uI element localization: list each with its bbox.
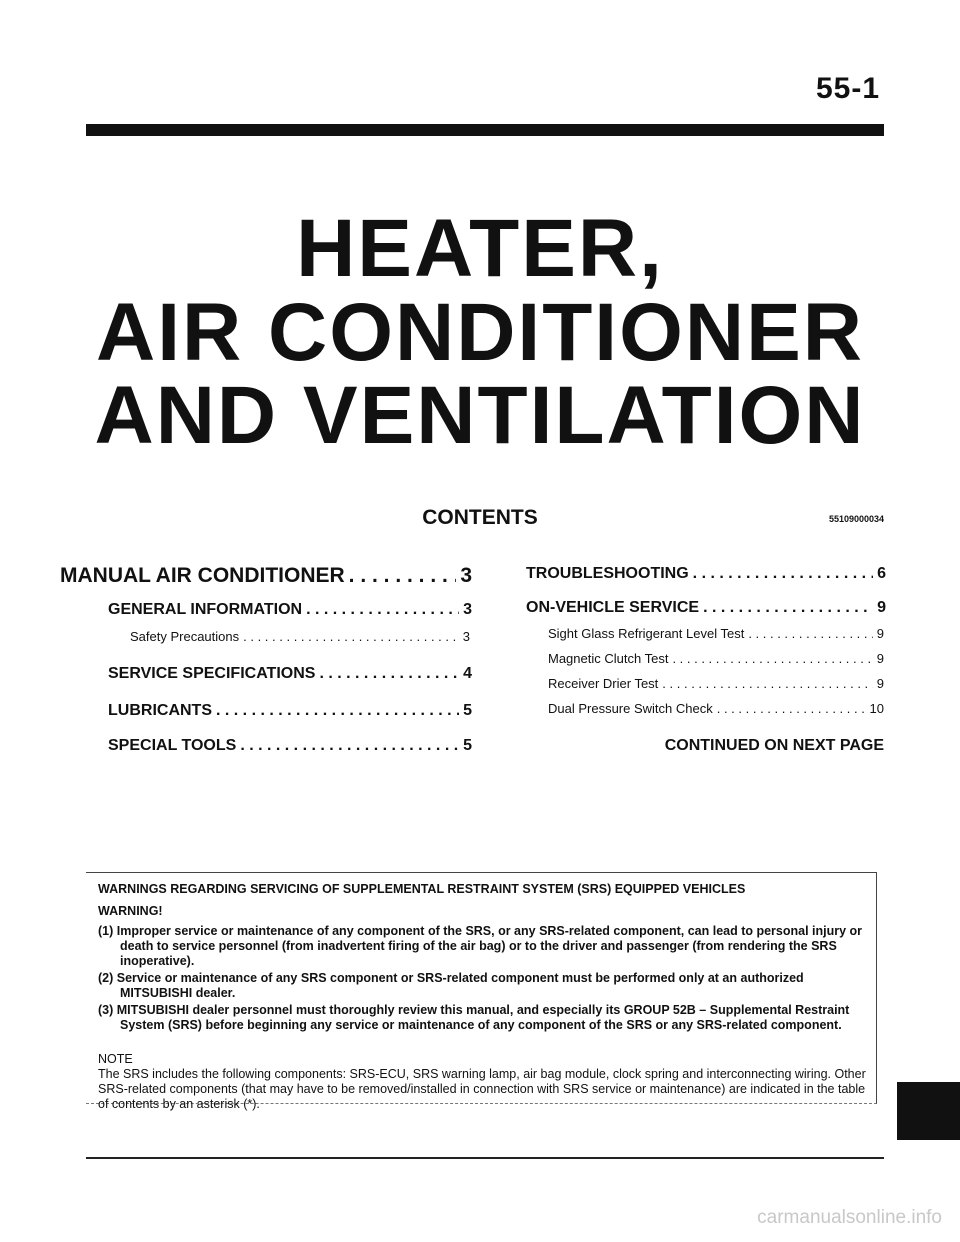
- toc-label: GENERAL INFORMATION: [108, 601, 303, 618]
- warning-item-1: (1) Improper service or maintenance of any component of the SRS, or any SRS-related component, can lead to personal injury or death to service personnel (from inadvertent firing of the air bag) or to the driver and passenger (from rendering the SRS inoperative).: [98, 924, 863, 968]
- toc-label: TROUBLESHOOTING: [526, 565, 689, 582]
- toc-entry-safety-precautions[interactable]: [130, 629, 470, 644]
- toc-leader-dots: [703, 599, 873, 617]
- continued-notice: CONTINUED ON NEXT PAGE: [664, 737, 884, 754]
- toc-page: 5: [463, 702, 472, 719]
- toc-label: MANUAL AIR CONDITIONER: [60, 564, 345, 587]
- toc-label: Magnetic Clutch Test: [548, 651, 669, 666]
- toc-leader-dots: [717, 701, 866, 716]
- srs-warning-heading: WARNINGS REGARDING SERVICING OF SUPPLEMENTAL RESTRAINT SYSTEM (SRS) EQUIPPED VEHICLES: [98, 882, 746, 896]
- watermark: carmanualsonline.info: [757, 1207, 942, 1228]
- section-thumb-tab: [897, 1082, 960, 1140]
- toc-entry-magnetic-clutch-test[interactable]: [548, 651, 884, 666]
- toc-label: Safety Precautions: [130, 629, 240, 644]
- toc-page: 5: [463, 737, 472, 754]
- toc-label: SERVICE SPECIFICATIONS: [108, 665, 316, 682]
- toc-entry-general-information[interactable]: [108, 601, 472, 619]
- toc-page: 9: [876, 626, 884, 641]
- toc-entry-sight-glass-test[interactable]: [548, 626, 884, 641]
- toc-leader-dots: [349, 564, 457, 588]
- page-title-line-3: AND VENTILATION: [94, 370, 866, 461]
- toc-page: 9: [877, 599, 886, 616]
- toc-entry-lubricants[interactable]: [108, 702, 472, 720]
- toc-leader-dots: [662, 676, 872, 691]
- toc-label: Sight Glass Refrigerant Level Test: [548, 626, 745, 641]
- toc-page: 4: [463, 665, 472, 682]
- toc-page: 9: [876, 676, 884, 691]
- document-code: 55109000034: [828, 514, 884, 524]
- toc-leader-dots: [672, 651, 872, 666]
- toc-entry-special-tools[interactable]: [108, 737, 472, 755]
- contents-heading: CONTENTS: [422, 506, 538, 529]
- header-rule: [86, 124, 884, 136]
- toc-leader-dots: [243, 629, 459, 644]
- toc-entry-manual-air-conditioner[interactable]: [60, 564, 472, 588]
- toc-leader-dots: [748, 626, 872, 641]
- toc-entry-receiver-drier-test[interactable]: [548, 676, 884, 691]
- toc-label: LUBRICANTS: [108, 702, 212, 719]
- note-label: NOTE: [98, 1052, 133, 1066]
- note-text: The SRS includes the following components: SRS-ECU, SRS warning lamp, air bag module, clock spring and interconnecting wiring. Other SRS-related components (that may have to be removed/installed in connection with SRS service or maintenance) are indicated in the table of contents by an asterisk (*).: [98, 1067, 866, 1111]
- warning-item-2: (2) Service or maintenance of any SRS component or SRS-related component must be performed only at an authorized MITSUBISHI dealer.: [98, 971, 804, 1000]
- footer-rule: [86, 1157, 884, 1159]
- toc-page: 10: [869, 701, 884, 716]
- page-title-line-2: AIR CONDITIONER: [96, 287, 864, 378]
- toc-entry-on-vehicle-service[interactable]: [526, 599, 886, 617]
- warning-label: WARNING!: [98, 904, 163, 918]
- toc-leader-dots: [240, 737, 459, 755]
- toc-label: SPECIAL TOOLS: [108, 737, 237, 754]
- toc-label: ON-VEHICLE SERVICE: [526, 599, 700, 616]
- toc-leader-dots: [306, 601, 459, 619]
- toc-leader-dots: [216, 702, 459, 720]
- toc-label: Receiver Drier Test: [548, 676, 659, 691]
- toc-page: 3: [462, 629, 470, 644]
- toc-page: 3: [463, 601, 472, 618]
- toc-entry-troubleshooting[interactable]: [526, 565, 886, 583]
- toc-page: 9: [876, 651, 884, 666]
- toc-leader-dots: [693, 565, 873, 583]
- toc-page: 3: [460, 564, 472, 587]
- toc-label: Dual Pressure Switch Check: [548, 701, 713, 716]
- toc-entry-dual-pressure-switch-check[interactable]: [548, 701, 884, 716]
- page-title-line-1: HEATER,: [296, 203, 664, 294]
- warning-item-3: (3) MITSUBISHI dealer personnel must thoroughly review this manual, and especially its GROUP 52B – Supplemental Restraint System (SRS) before beginning any service or maintenance of any component of the SRS or any SRS-related component.: [98, 1003, 850, 1032]
- toc-entry-service-specifications[interactable]: [108, 665, 472, 683]
- page-number: 55-1: [815, 72, 880, 105]
- toc-page: 6: [877, 565, 886, 582]
- toc-leader-dots: [319, 665, 459, 683]
